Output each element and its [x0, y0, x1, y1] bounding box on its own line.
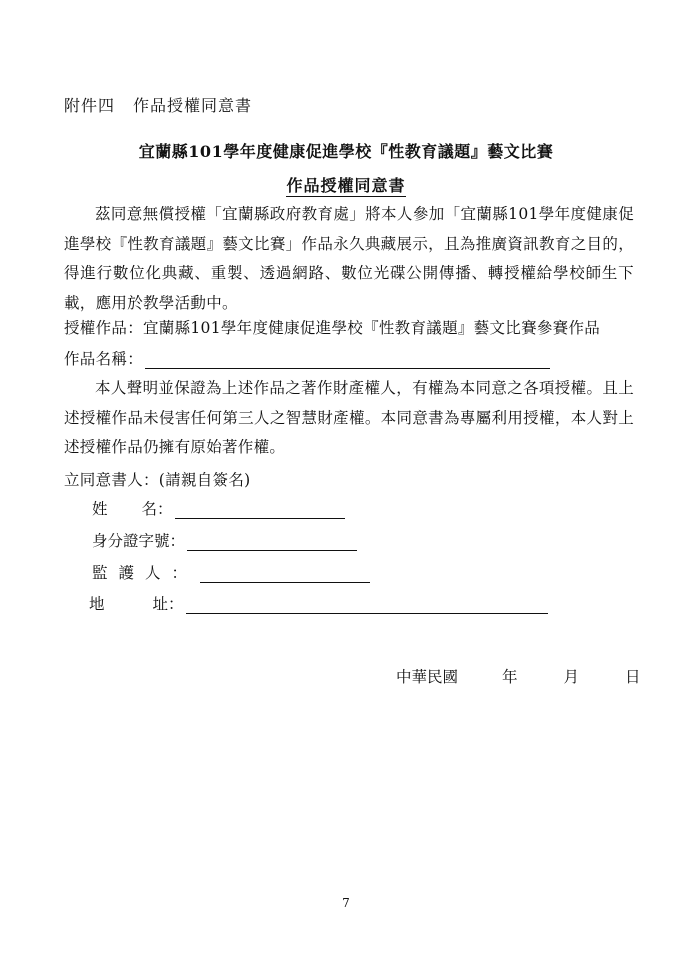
date-day: 日: [625, 668, 641, 686]
guardian-field: [92, 561, 370, 583]
attachment-label: 附件四: [64, 96, 116, 115]
id-number-blank[interactable]: [187, 534, 357, 551]
page-number: 7: [342, 896, 350, 910]
consent-paragraph: 茲同意無償授權「宜蘭縣政府教育處」將本人參加「宜蘭縣101學年度健康促進學校『性教育議題』藝文比賽」作品永久典藏展示，且為推廣資訊教育之目的，得進行數位化典藏、重製、透過網路、數位光碟公開傳播、轉授權給學校師生下載，應用於教學活動中。: [64, 205, 634, 312]
guardian-label: 監護人：: [92, 564, 199, 582]
address-blank[interactable]: [186, 597, 548, 614]
work-name-row: [64, 347, 550, 369]
name-field: [92, 497, 345, 519]
attachment-header: [64, 93, 252, 116]
document-subtitle-text: 作品授權同意書: [286, 176, 406, 195]
guardian-blank[interactable]: [200, 566, 370, 583]
name-label: 姓名：: [92, 500, 173, 518]
attachment-title: 作品授權同意書: [133, 96, 253, 115]
address-field: [89, 592, 548, 614]
document-subtitle: [0, 173, 692, 196]
work-name-blank[interactable]: [145, 352, 550, 369]
date-line: [396, 665, 641, 687]
date-month: 月: [563, 668, 580, 686]
document-title: 宜蘭縣101學年度健康促進學校『性教育議題』藝文比賽: [138, 142, 554, 161]
id-number-field: [92, 529, 357, 551]
signer-label: 立同意書人：(請親自簽名): [64, 471, 251, 489]
name-blank[interactable]: [175, 502, 345, 519]
address-label: 地址：: [89, 595, 184, 613]
id-number-label: 身分證字號：: [92, 532, 186, 550]
work-name-label: 作品名稱：: [64, 350, 144, 368]
date-year: 年: [502, 668, 518, 686]
date-prefix: 中華民國: [396, 668, 459, 686]
declaration-paragraph: 本人聲明並保證為上述作品之著作財產權人，有權為本同意之各項授權。且上述授權作品未侵害任何第三人之智慧財產權。本同意書為專屬利用授權，本人對上述授權作品仍擁有原始著作權。: [64, 379, 634, 456]
authorized-work-line: 授權作品：宜蘭縣101學年度健康促進學校『性教育議題』藝文比賽參賽作品: [64, 319, 601, 337]
